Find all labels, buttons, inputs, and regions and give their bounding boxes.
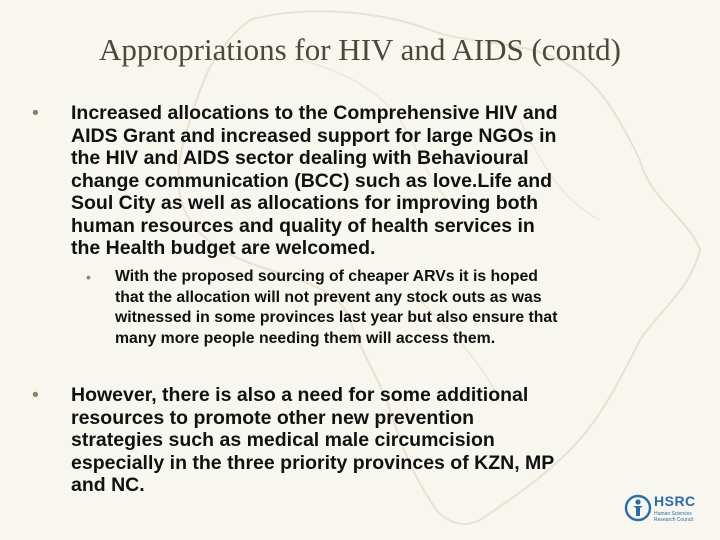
bullet-line: especially in the three priority provinces of KZN, MP <box>71 451 555 474</box>
bullet-line: and NC. <box>71 474 145 496</box>
logo-subtitle-line: Human Sciences <box>654 511 692 517</box>
bullet-line: resources to promote other new prevention <box>71 406 475 429</box>
sub-bullet-line: With the proposed sourcing of cheaper ARVs it is hoped <box>115 268 538 285</box>
hsrc-logo <box>624 492 708 524</box>
bullet-line: Increased allocations to the Comprehensive HIV and <box>71 102 558 124</box>
bullet-line: the HIV and AIDS sector dealing with Behavioural <box>71 147 529 169</box>
logo-subtitle-line: Research Council <box>654 517 694 523</box>
sub-bullet-line: many more people needing them will access them. <box>115 329 496 347</box>
bullet-icon: • <box>32 384 39 406</box>
slide-title: Appropriations for HIV and AIDS (contd) <box>98 32 622 67</box>
sub-bullet-line: that the allocation will not prevent any stock outs as was <box>115 288 542 306</box>
hsrc-circle-figure-icon <box>624 494 652 522</box>
logo-name: HSRC <box>654 493 696 509</box>
bullet-line: AIDS Grant and increased support for large NGOs in <box>71 124 557 147</box>
bullet-line: Soul City as well as allocations for improving both <box>71 192 538 214</box>
bullet-line: human resources and quality of health services in <box>71 214 535 237</box>
bullet-line: change communication (BCC) such as love.Life and <box>71 169 553 192</box>
bullet-line: However, there is also a need for some additional <box>71 384 529 406</box>
sub-bullet-icon: • <box>86 269 91 285</box>
sub-bullet-line: witnessed in some provinces last year but also ensure that <box>115 309 558 326</box>
bullet-icon: • <box>32 102 39 124</box>
sub-bullet-item <box>86 267 557 349</box>
bullet-line: strategies such as medical male circumcision <box>71 429 495 451</box>
bullet-line: the Health budget are welcomed. <box>71 237 376 259</box>
bullet-item <box>32 102 558 260</box>
bullet-item <box>32 384 554 497</box>
